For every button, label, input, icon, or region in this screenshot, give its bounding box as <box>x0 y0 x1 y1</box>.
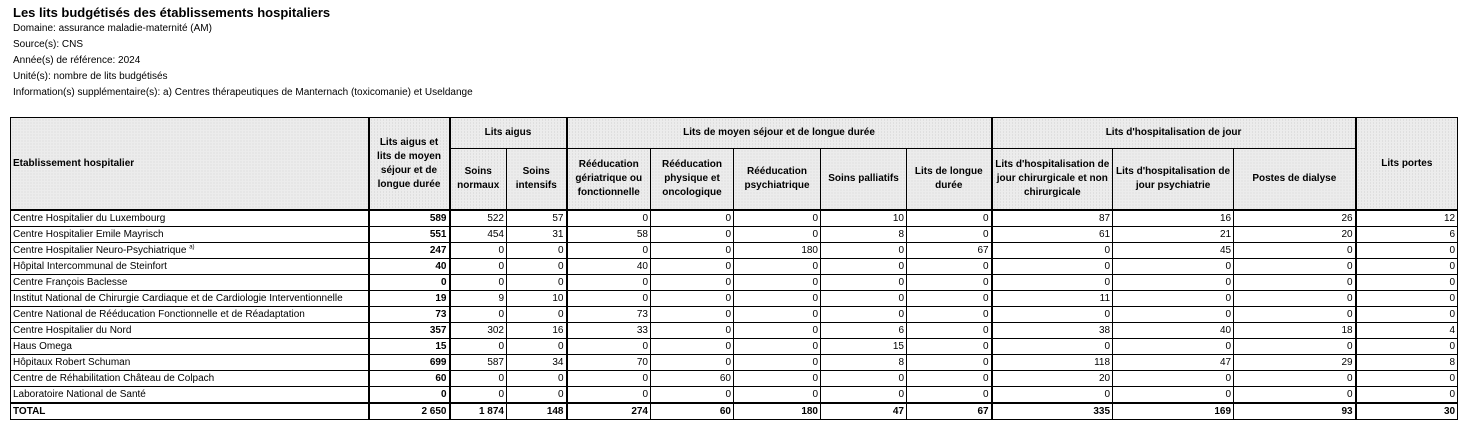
header-soins-normaux: Soins normaux <box>450 149 507 211</box>
cell-soins-palliatifs: 8 <box>821 355 907 371</box>
cell-soins-normaux: 0 <box>450 307 507 323</box>
cell-hosp-jour-psychiatrie: 169 <box>1113 403 1234 420</box>
cell-lits-portes: 30 <box>1356 403 1458 420</box>
cell-reeducation-psychiatrique: 0 <box>734 355 821 371</box>
header-soins-intensifs: Soins intensifs <box>507 149 567 211</box>
cell-lits-aigus-et-lits: 73 <box>369 307 450 323</box>
cell-reeducation-geriatrique: 73 <box>567 307 651 323</box>
cell-longue-duree: 0 <box>907 371 992 387</box>
establishment-name <box>11 307 369 323</box>
year-line: Année(s) de référence: 2024 <box>13 55 141 66</box>
cell-lits-aigus-et-lits: 40 <box>369 259 450 275</box>
cell-hosp-jour-chirurgicale: 61 <box>992 227 1113 243</box>
cell-hosp-jour-psychiatrie: 0 <box>1113 371 1234 387</box>
total-row <box>11 403 1458 420</box>
table-row <box>11 355 1458 371</box>
cell-lits-portes: 0 <box>1356 259 1458 275</box>
cell-postes-dialyse: 20 <box>1234 227 1356 243</box>
cell-hosp-jour-chirurgicale: 0 <box>992 243 1113 259</box>
unit-line: Unité(s): nombre de lits budgétisés <box>13 71 168 82</box>
table-body <box>11 210 1458 420</box>
header-moyen-sejour: Lits de moyen séjour et de longue durée <box>567 118 992 149</box>
cell-reeducation-physique: 0 <box>651 259 734 275</box>
cell-soins-intensifs: 0 <box>507 371 567 387</box>
table-row <box>11 243 1458 259</box>
cell-soins-normaux: 0 <box>450 243 507 259</box>
establishment-name-text: Haus Omega <box>13 341 72 352</box>
cell-longue-duree: 0 <box>907 307 992 323</box>
cell-reeducation-geriatrique: 58 <box>567 227 651 243</box>
source-line: Source(s): CNS <box>13 39 84 50</box>
cell-reeducation-psychiatrique: 0 <box>734 339 821 355</box>
cell-soins-normaux: 0 <box>450 339 507 355</box>
cell-hosp-jour-psychiatrie: 45 <box>1113 243 1234 259</box>
cell-soins-normaux: 0 <box>450 275 507 291</box>
cell-hosp-jour-psychiatrie: 0 <box>1113 307 1234 323</box>
cell-reeducation-psychiatrique: 0 <box>734 210 821 227</box>
cell-lits-aigus-et-lits: 15 <box>369 339 450 355</box>
cell-postes-dialyse: 29 <box>1234 355 1356 371</box>
header-reeducation-physique: Rééducation physique et oncologique <box>651 149 734 211</box>
establishment-name-text: Centre Hospitalier Neuro-Psychiatrique <box>13 245 187 256</box>
establishment-name <box>11 227 369 243</box>
establishment-name-text: Laboratoire National de Santé <box>13 389 146 400</box>
cell-reeducation-psychiatrique: 0 <box>734 371 821 387</box>
cell-soins-palliatifs: 0 <box>821 243 907 259</box>
establishment-name <box>11 210 369 227</box>
cell-soins-normaux: 454 <box>450 227 507 243</box>
cell-soins-palliatifs: 6 <box>821 323 907 339</box>
cell-lits-aigus-et-lits: 0 <box>369 387 450 404</box>
establishment-name-text: Centre François Baclesse <box>13 277 128 288</box>
cell-lits-portes: 0 <box>1356 291 1458 307</box>
cell-reeducation-geriatrique: 0 <box>567 243 651 259</box>
establishment-name-text: Centre de Réhabilitation Château de Colpach <box>13 373 215 384</box>
cell-lits-portes: 0 <box>1356 339 1458 355</box>
cell-reeducation-psychiatrique: 0 <box>734 323 821 339</box>
cell-reeducation-physique: 0 <box>651 387 734 404</box>
cell-lits-aigus-et-lits: 247 <box>369 243 450 259</box>
cell-longue-duree: 67 <box>907 403 992 420</box>
cell-soins-palliatifs: 15 <box>821 339 907 355</box>
cell-reeducation-geriatrique: 33 <box>567 323 651 339</box>
cell-soins-intensifs: 0 <box>507 339 567 355</box>
header-hosp-jour-chirurgicale: Lits d'hospitalisation de jour chirurgicale et non chirurgicale <box>992 149 1113 211</box>
header-reeducation-psychiatrique: Rééducation psychiatrique <box>734 149 821 211</box>
cell-hosp-jour-psychiatrie: 0 <box>1113 339 1234 355</box>
establishment-name <box>11 323 369 339</box>
establishment-name <box>11 291 369 307</box>
establishment-name <box>11 355 369 371</box>
cell-lits-portes: 0 <box>1356 275 1458 291</box>
cell-hosp-jour-chirurgicale: 0 <box>992 307 1113 323</box>
cell-reeducation-psychiatrique: 0 <box>734 227 821 243</box>
cell-reeducation-physique: 0 <box>651 243 734 259</box>
cell-soins-palliatifs: 0 <box>821 259 907 275</box>
cell-reeducation-geriatrique: 0 <box>567 387 651 404</box>
establishment-name <box>11 275 369 291</box>
cell-reeducation-physique: 0 <box>651 291 734 307</box>
cell-soins-palliatifs: 0 <box>821 275 907 291</box>
cell-hosp-jour-chirurgicale: 335 <box>992 403 1113 420</box>
header-postes-dialyse: Postes de dialyse <box>1234 149 1356 211</box>
cell-reeducation-physique: 0 <box>651 355 734 371</box>
cell-hosp-jour-psychiatrie: 21 <box>1113 227 1234 243</box>
cell-soins-normaux: 522 <box>450 210 507 227</box>
cell-reeducation-physique: 0 <box>651 339 734 355</box>
cell-postes-dialyse: 93 <box>1234 403 1356 420</box>
establishment-name-text: TOTAL <box>13 406 46 417</box>
establishment-name-text: Hôpitaux Robert Schuman <box>13 357 131 368</box>
table-row <box>11 323 1458 339</box>
cell-soins-normaux: 0 <box>450 371 507 387</box>
cell-longue-duree: 0 <box>907 291 992 307</box>
cell-reeducation-physique: 0 <box>651 323 734 339</box>
cell-lits-portes: 8 <box>1356 355 1458 371</box>
cell-lits-portes: 0 <box>1356 387 1458 404</box>
cell-reeducation-geriatrique: 274 <box>567 403 651 420</box>
table-row <box>11 307 1458 323</box>
cell-soins-intensifs: 57 <box>507 210 567 227</box>
cell-longue-duree: 0 <box>907 355 992 371</box>
cell-postes-dialyse: 0 <box>1234 307 1356 323</box>
cell-hosp-jour-chirurgicale: 87 <box>992 210 1113 227</box>
cell-soins-normaux: 1 874 <box>450 403 507 420</box>
cell-soins-intensifs: 0 <box>507 259 567 275</box>
cell-postes-dialyse: 0 <box>1234 371 1356 387</box>
cell-lits-aigus-et-lits: 357 <box>369 323 450 339</box>
cell-reeducation-physique: 0 <box>651 275 734 291</box>
establishment-name-text: Centre National de Rééducation Fonctionnelle et de Réadaptation <box>13 309 305 320</box>
cell-reeducation-geriatrique: 0 <box>567 339 651 355</box>
cell-soins-palliatifs: 47 <box>821 403 907 420</box>
cell-reeducation-psychiatrique: 180 <box>734 243 821 259</box>
cell-longue-duree: 0 <box>907 323 992 339</box>
domain-line: Domaine: assurance maladie-maternité (AM) <box>13 23 212 34</box>
establishment-name-text: Centre Hospitalier du Nord <box>13 325 132 336</box>
cell-hosp-jour-chirurgicale: 0 <box>992 339 1113 355</box>
cell-postes-dialyse: 18 <box>1234 323 1356 339</box>
establishment-name <box>11 243 369 259</box>
cell-postes-dialyse: 0 <box>1234 275 1356 291</box>
table-row <box>11 210 1458 227</box>
table-row <box>11 371 1458 387</box>
cell-soins-palliatifs: 8 <box>821 227 907 243</box>
header-longue-duree: Lits de longue durée <box>907 149 992 211</box>
cell-soins-intensifs: 34 <box>507 355 567 371</box>
cell-lits-aigus-et-lits: 699 <box>369 355 450 371</box>
cell-longue-duree: 0 <box>907 275 992 291</box>
cell-soins-intensifs: 0 <box>507 243 567 259</box>
establishment-name <box>11 371 369 387</box>
cell-reeducation-psychiatrique: 0 <box>734 275 821 291</box>
establishment-name-text: Institut National de Chirurgie Cardiaque et de Cardiologie Interventionnelle <box>13 293 343 304</box>
cell-hosp-jour-psychiatrie: 0 <box>1113 259 1234 275</box>
cell-lits-portes: 12 <box>1356 210 1458 227</box>
cell-postes-dialyse: 26 <box>1234 210 1356 227</box>
cell-soins-intensifs: 148 <box>507 403 567 420</box>
cell-hosp-jour-psychiatrie: 0 <box>1113 275 1234 291</box>
cell-soins-intensifs: 0 <box>507 307 567 323</box>
establishment-name-text: Hôpital Intercommunal de Steinfort <box>13 261 167 272</box>
header-hospitalisation-jour: Lits d'hospitalisation de jour <box>992 118 1356 149</box>
establishment-name-text: Centre Hospitalier Emile Mayrisch <box>13 229 164 240</box>
cell-reeducation-psychiatrique: 0 <box>734 291 821 307</box>
cell-lits-aigus-et-lits: 0 <box>369 275 450 291</box>
cell-hosp-jour-chirurgicale: 118 <box>992 355 1113 371</box>
cell-lits-aigus-et-lits: 589 <box>369 210 450 227</box>
cell-reeducation-geriatrique: 70 <box>567 355 651 371</box>
cell-soins-normaux: 0 <box>450 259 507 275</box>
cell-reeducation-psychiatrique: 0 <box>734 259 821 275</box>
info-line: Information(s) supplémentaire(s): a) Centres thérapeutiques de Manternach (toxicomanie) et Useldange <box>13 87 473 98</box>
cell-longue-duree: 0 <box>907 227 992 243</box>
cell-soins-intensifs: 0 <box>507 275 567 291</box>
cell-postes-dialyse: 0 <box>1234 339 1356 355</box>
cell-hosp-jour-chirurgicale: 11 <box>992 291 1113 307</box>
cell-soins-intensifs: 0 <box>507 387 567 404</box>
cell-hosp-jour-psychiatrie: 0 <box>1113 291 1234 307</box>
cell-soins-palliatifs: 10 <box>821 210 907 227</box>
cell-reeducation-physique: 0 <box>651 210 734 227</box>
cell-postes-dialyse: 0 <box>1234 387 1356 404</box>
cell-hosp-jour-psychiatrie: 0 <box>1113 387 1234 404</box>
table-row <box>11 227 1458 243</box>
cell-soins-palliatifs: 0 <box>821 291 907 307</box>
cell-hosp-jour-chirurgicale: 38 <box>992 323 1113 339</box>
cell-soins-normaux: 9 <box>450 291 507 307</box>
cell-soins-palliatifs: 0 <box>821 307 907 323</box>
establishment-name <box>11 387 369 404</box>
cell-reeducation-geriatrique: 0 <box>567 371 651 387</box>
header-lits-aigus: Lits aigus <box>450 118 567 149</box>
table-row <box>11 387 1458 404</box>
cell-longue-duree: 0 <box>907 259 992 275</box>
table-row <box>11 275 1458 291</box>
cell-longue-duree: 67 <box>907 243 992 259</box>
cell-longue-duree: 0 <box>907 387 992 404</box>
cell-hosp-jour-psychiatrie: 40 <box>1113 323 1234 339</box>
cell-reeducation-geriatrique: 40 <box>567 259 651 275</box>
cell-reeducation-geriatrique: 0 <box>567 210 651 227</box>
cell-hosp-jour-psychiatrie: 16 <box>1113 210 1234 227</box>
table-row <box>11 291 1458 307</box>
cell-lits-portes: 6 <box>1356 227 1458 243</box>
header-reeducation-geriatrique: Rééducation gériatrique ou fonctionnelle <box>567 149 651 211</box>
cell-soins-intensifs: 16 <box>507 323 567 339</box>
cell-postes-dialyse: 0 <box>1234 291 1356 307</box>
cell-soins-intensifs: 31 <box>507 227 567 243</box>
cell-soins-intensifs: 10 <box>507 291 567 307</box>
cell-lits-portes: 0 <box>1356 307 1458 323</box>
cell-reeducation-physique: 0 <box>651 227 734 243</box>
report-metadata <box>13 4 473 101</box>
cell-lits-aigus-et-lits: 19 <box>369 291 450 307</box>
report-title: Les lits budgétisés des établissements hospitaliers <box>13 5 331 20</box>
cell-reeducation-physique: 60 <box>651 403 734 420</box>
cell-hosp-jour-chirurgicale: 0 <box>992 275 1113 291</box>
cell-hosp-jour-chirurgicale: 20 <box>992 371 1113 387</box>
cell-soins-palliatifs: 0 <box>821 371 907 387</box>
table-row <box>11 259 1458 275</box>
cell-reeducation-psychiatrique: 180 <box>734 403 821 420</box>
cell-soins-normaux: 0 <box>450 387 507 404</box>
footnote-marker: a) <box>189 244 195 251</box>
cell-longue-duree: 0 <box>907 210 992 227</box>
cell-reeducation-psychiatrique: 0 <box>734 387 821 404</box>
cell-longue-duree: 0 <box>907 339 992 355</box>
establishment-name <box>11 403 369 420</box>
cell-postes-dialyse: 0 <box>1234 243 1356 259</box>
header-establishment: Etablissement hospitalier <box>11 118 369 211</box>
cell-lits-portes: 0 <box>1356 243 1458 259</box>
header-lits-aigus-et-lits: Lits aigus et lits de moyen séjour et de longue durée <box>369 118 450 211</box>
cell-reeducation-geriatrique: 0 <box>567 275 651 291</box>
cell-reeducation-geriatrique: 0 <box>567 291 651 307</box>
establishment-name-text: Centre Hospitalier du Luxembourg <box>13 213 166 224</box>
cell-hosp-jour-chirurgicale: 0 <box>992 387 1113 404</box>
cell-lits-aigus-et-lits: 60 <box>369 371 450 387</box>
cell-lits-aigus-et-lits: 2 650 <box>369 403 450 420</box>
cell-soins-palliatifs: 0 <box>821 387 907 404</box>
cell-soins-normaux: 587 <box>450 355 507 371</box>
table-row <box>11 339 1458 355</box>
cell-soins-normaux: 302 <box>450 323 507 339</box>
cell-reeducation-psychiatrique: 0 <box>734 307 821 323</box>
header-hosp-jour-psychiatrie: Lits d'hospitalisation de jour psychiatrie <box>1113 149 1234 211</box>
header-soins-palliatifs: Soins palliatifs <box>821 149 907 211</box>
establishment-name <box>11 259 369 275</box>
hospital-beds-table <box>10 117 1458 420</box>
cell-postes-dialyse: 0 <box>1234 259 1356 275</box>
header-lits-portes: Lits portes <box>1356 118 1458 211</box>
cell-reeducation-physique: 60 <box>651 371 734 387</box>
cell-lits-portes: 0 <box>1356 371 1458 387</box>
cell-hosp-jour-psychiatrie: 47 <box>1113 355 1234 371</box>
cell-lits-aigus-et-lits: 551 <box>369 227 450 243</box>
establishment-name <box>11 339 369 355</box>
cell-hosp-jour-chirurgicale: 0 <box>992 259 1113 275</box>
cell-reeducation-physique: 0 <box>651 307 734 323</box>
cell-lits-portes: 4 <box>1356 323 1458 339</box>
